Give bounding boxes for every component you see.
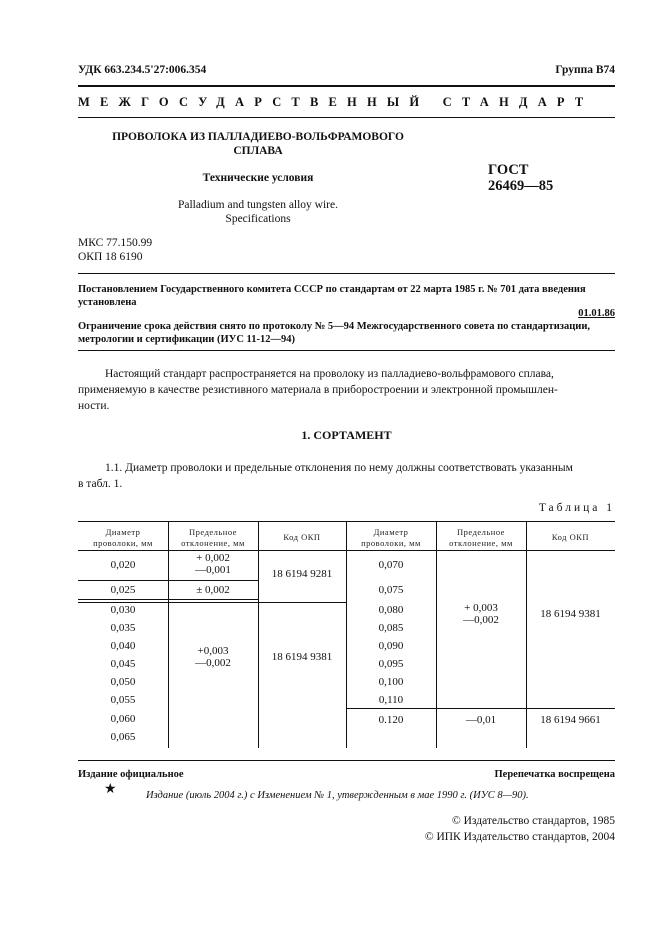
table-cell-diameter: 0,020 [110, 559, 136, 571]
copyright-1985: © Издательство стандартов, 1985 [451, 815, 615, 827]
table-row-line [78, 602, 346, 603]
table-cell-diameter: 0,080 [378, 604, 404, 616]
table-cell-diameter: 0,045 [110, 658, 136, 670]
gost-label: ГОСТ [488, 162, 529, 178]
table-row-line [78, 599, 258, 600]
table-cell-deviation: —0,01 [465, 714, 497, 726]
decree-line-1: Постановлением Государственного комитета СССР по стандартам от 22 марта 1985 г. № 701 дата введения [78, 284, 586, 295]
table-col-line [258, 521, 259, 748]
header-diameter-line1: Диаметр [105, 527, 141, 537]
edition-note: Издание (июль 2004 г.) с Изменением № 1, утвержденным в мае 1990 г. (ИУС 8—90). [146, 790, 529, 801]
deviation-plus: +0,003 [197, 645, 229, 657]
table-cell-deviation [168, 552, 258, 576]
data-table [78, 521, 615, 748]
table-caption: Таблица 1 [538, 502, 615, 514]
table-cell-okp: 18 6194 9381 [540, 608, 601, 620]
table-cell-diameter: 0,110 [378, 694, 404, 706]
table-cell-okp: 18 6194 9661 [540, 714, 601, 726]
table-cell-diameter: 0,035 [110, 622, 136, 634]
header-diameter-right [346, 527, 436, 549]
table-row-line [346, 708, 615, 709]
table-cell-deviation [168, 645, 258, 669]
table-cell-diameter: 0,095 [378, 658, 404, 670]
interstate-standard-heading: МЕЖГОСУДАРСТВЕННЫЙ СТАНДАРТ [78, 95, 594, 109]
table-row-line [78, 580, 258, 581]
header-diameter-line1: Диаметр [373, 527, 409, 537]
title-english-line-1: Palladium and tungsten alloy wire. [177, 199, 338, 211]
intro-line-3: ности. [78, 400, 110, 412]
title-english-line-2: Specifications [225, 213, 291, 225]
section-para-line-2: в табл. 1. [78, 478, 123, 490]
table-cell-diameter: 0,090 [378, 640, 404, 652]
table-cell-diameter: 0.120 [378, 714, 404, 726]
header-deviation-line2: отклонение, мм [181, 538, 245, 548]
header-rule [78, 85, 615, 87]
title-english [78, 198, 438, 226]
intro-paragraph [78, 366, 615, 414]
classification-codes [78, 236, 152, 264]
decree-rule [78, 350, 615, 351]
deviation-minus: —0,002 [195, 657, 231, 669]
gost-designation [488, 162, 553, 194]
table-cell-diameter: 0,055 [110, 694, 136, 706]
footer-rule [78, 760, 615, 761]
section-paragraph [78, 460, 615, 492]
table-cell-okp: 18 6194 9281 [271, 568, 333, 580]
table-cell-diameter: 0,025 [110, 584, 136, 596]
gost-number: 26469—85 [488, 178, 554, 194]
group-code: Группа В74 [555, 64, 615, 76]
table-cell-deviation: ± 0,002 [196, 584, 230, 596]
standard-title [78, 130, 438, 158]
header-diameter-line2: проволоки, мм [361, 538, 421, 548]
okp-code: ОКП 18 6190 [78, 251, 143, 263]
header-deviation-left [168, 527, 258, 549]
intro-line-1: Настоящий стандарт распространяется на проволоку из палладиево-вольфрамового сплава, [105, 368, 554, 380]
restriction-line-1: Ограничение срока действия снято по протоколу № 5—94 Межгосударственного совета по стандартизации, [78, 321, 591, 332]
header-okp-left: Код ОКП [283, 532, 321, 542]
title-line-2: СПЛАВА [233, 145, 283, 157]
reprint-prohibited: Перепечатка воспрещена [494, 769, 615, 780]
title-subtitle: Технические условия [202, 172, 314, 184]
intro-line-2: применяемую в качестве резистивного материала в приборостроении и электронной промышлен- [78, 384, 558, 396]
copyright-2004: © ИПК Издательство стандартов, 2004 [424, 831, 615, 843]
star-icon: ★ [104, 781, 117, 797]
table-cell-diameter: 0,075 [378, 584, 404, 596]
official-edition: Издание официальное [78, 769, 184, 780]
decree-line-2: установлена [78, 297, 137, 308]
header-rule-bottom [78, 117, 615, 118]
section-heading: 1. СОРТАМЕНТ [301, 428, 392, 442]
table-cell-okp: 18 6194 9381 [271, 651, 333, 663]
deviation-minus: —0,002 [463, 614, 499, 626]
header-deviation-line1: Предельное [457, 527, 505, 537]
header-diameter-line2: проволоки, мм [93, 538, 153, 548]
effective-date: 01.01.86 [578, 308, 615, 319]
restriction-line-2: метрологии и сертификации (ИУС 11-12—94) [78, 334, 295, 345]
table-cell-diameter: 0,085 [378, 622, 404, 634]
table-cell-diameter: 0,065 [110, 731, 136, 743]
header-deviation-line1: Предельное [189, 527, 237, 537]
deviation-minus: —0,001 [195, 564, 231, 576]
header-diameter-left [78, 527, 168, 549]
section-para-line-1: 1.1. Диаметр проволоки и предельные отклонения по нему должны соответствовать указанным [105, 462, 573, 474]
restriction-text [78, 320, 615, 346]
title-line-1: ПРОВОЛОКА ИЗ ПАЛЛАДИЕВО-ВОЛЬФРАМОВОГО [112, 131, 404, 143]
table-cell-diameter: 0,030 [110, 604, 136, 616]
table-cell-diameter: 0,040 [110, 640, 136, 652]
table-cell-diameter: 0,060 [110, 713, 136, 725]
decree-text [78, 283, 615, 309]
header-deviation-line2: отклонение, мм [449, 538, 513, 548]
header-deviation-right [436, 527, 526, 549]
table-cell-diameter: 0,070 [378, 559, 404, 571]
deviation-plus: + 0,002 [196, 552, 230, 564]
table-cell-diameter: 0,050 [110, 676, 136, 688]
codes-rule [78, 273, 615, 274]
copyright-block [425, 813, 615, 845]
header-okp-right: Код ОКП [551, 532, 590, 542]
table-cell-deviation [436, 602, 526, 626]
udk-code: УДК 663.234.5'27:006.354 [78, 64, 207, 76]
mks-code: МКС 77.150.99 [78, 237, 153, 249]
deviation-plus: + 0,003 [464, 602, 498, 614]
table-cell-diameter: 0,100 [378, 676, 404, 688]
